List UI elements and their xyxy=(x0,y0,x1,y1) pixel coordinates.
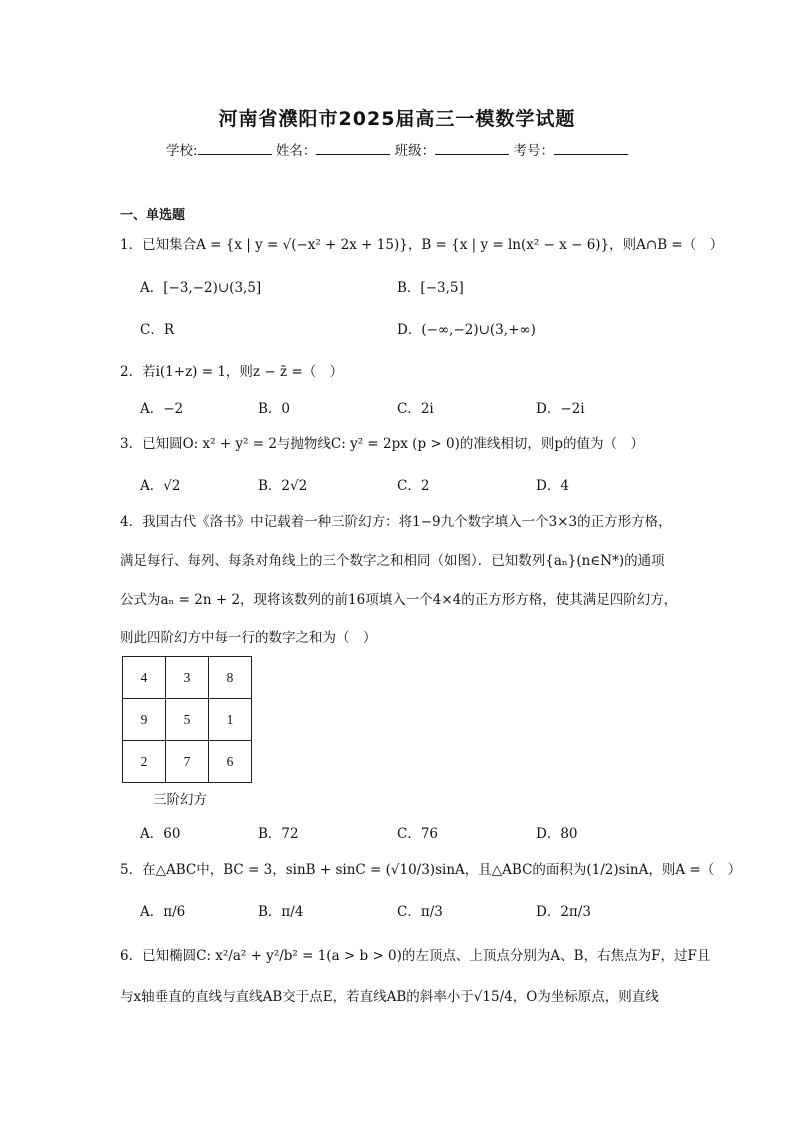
exam-number-blank[interactable] xyxy=(554,142,628,155)
name-blank[interactable] xyxy=(316,142,390,155)
page-title: 河南省濮阳市2025届高三一模数学试题 xyxy=(218,108,576,130)
q5-option-c: C．π/3 xyxy=(397,904,443,920)
question-4-line-2: 满足每行、每列、每条对角线上的三个数字之和相同（如图）．已知数列{aₙ}(n∈N*)的通项 xyxy=(120,553,665,569)
q2-option-d: D．−2i xyxy=(536,401,585,417)
question-5-stem: 5．在△ABC中，BC = 3，sinB + sinC = (√10/3)sinA，且△ABC的面积为(1/2)sinA，则A =（ ） xyxy=(120,862,742,878)
exam-number-label: 考号： xyxy=(513,143,554,159)
class-blank[interactable] xyxy=(435,142,509,155)
question-6-line-2: 与x轴垂直的直线与直线AB交于点E，若直线AB的斜率小于√15/4，O为坐标原点，则直线 xyxy=(120,989,659,1005)
question-4-line-4: 则此四阶幻方中每一行的数字之和为（ ） xyxy=(120,630,377,646)
q1-option-a: A．[−3,−2)∪(3,5] xyxy=(140,280,262,296)
magic-square-table xyxy=(122,656,252,783)
q5-option-b: B．π/4 xyxy=(258,904,304,920)
q5-option-a: A．π/6 xyxy=(140,904,186,920)
magic-square-cell: 5 xyxy=(166,699,209,741)
q5-option-d: D．2π/3 xyxy=(536,904,591,920)
q2-option-a: A．−2 xyxy=(140,401,184,417)
q3-option-c: C．2 xyxy=(397,478,430,494)
question-3-stem: 3．已知圆O: x² + y² = 2与抛物线C: y² = 2px (p > 0)的准线相切，则p的值为（ ） xyxy=(120,436,644,452)
q4-option-d: D．80 xyxy=(536,826,578,842)
q1-option-c: C．R xyxy=(140,322,174,338)
question-4-line-3: 公式为aₙ = 2n + 2，现将该数列的前16项填入一个4×4的正方形方格，使其满足四阶幻方， xyxy=(120,592,678,608)
q1-option-d: D．(−∞,−2)∪(3,+∞) xyxy=(397,322,536,338)
magic-square-cell: 4 xyxy=(123,657,166,699)
magic-square-cell: 6 xyxy=(209,741,252,783)
magic-square-caption: 三阶幻方 xyxy=(153,792,207,808)
magic-square-cell: 7 xyxy=(166,741,209,783)
magic-square-cell: 3 xyxy=(166,657,209,699)
q4-option-a: A．60 xyxy=(140,826,181,842)
q4-option-b: B．72 xyxy=(258,826,299,842)
question-6-line-1: 6．已知椭圆C: x²/a² + y²/b² = 1(a > b > 0)的左顶点、上顶点分别为A、B，右焦点为F，过F且 xyxy=(120,948,711,964)
q3-option-b: B．2√2 xyxy=(258,478,308,494)
q3-option-d: D．4 xyxy=(536,478,569,494)
name-label: 姓名： xyxy=(275,143,317,159)
magic-square-row xyxy=(123,699,252,741)
magic-square-cell: 8 xyxy=(209,657,252,699)
question-1-stem: 1．已知集合A = {x | y = √(−x² + 2x + 15)}，B = {x | y = ln(x² − x − 6)}，则A∩B =（ ） xyxy=(120,237,724,253)
school-label: 学校: xyxy=(166,143,198,159)
q4-option-c: C．76 xyxy=(397,826,439,842)
student-info-line xyxy=(0,139,794,159)
school-blank[interactable] xyxy=(198,142,272,155)
q2-option-b: B．0 xyxy=(258,401,291,417)
question-2-stem: 2．若i(1+z) = 1，则z − z̄ =（ ） xyxy=(120,364,344,380)
magic-square-row xyxy=(123,741,252,783)
magic-square-cell: 9 xyxy=(123,699,166,741)
magic-square-cell: 1 xyxy=(209,699,252,741)
q3-option-a: A．√2 xyxy=(140,478,181,494)
q1-option-b: B．[−3,5] xyxy=(397,280,464,296)
magic-square-cell: 2 xyxy=(123,741,166,783)
question-4-line-1: 4．我国古代《洛书》中记载着一种三阶幻方：将1−9九个数字填入一个3×3的正方形方格， xyxy=(120,514,672,530)
q2-option-c: C．2i xyxy=(397,401,434,417)
section-heading: 一、单选题 xyxy=(120,208,186,223)
class-label: 班级： xyxy=(394,143,436,159)
magic-square-row xyxy=(123,657,252,699)
